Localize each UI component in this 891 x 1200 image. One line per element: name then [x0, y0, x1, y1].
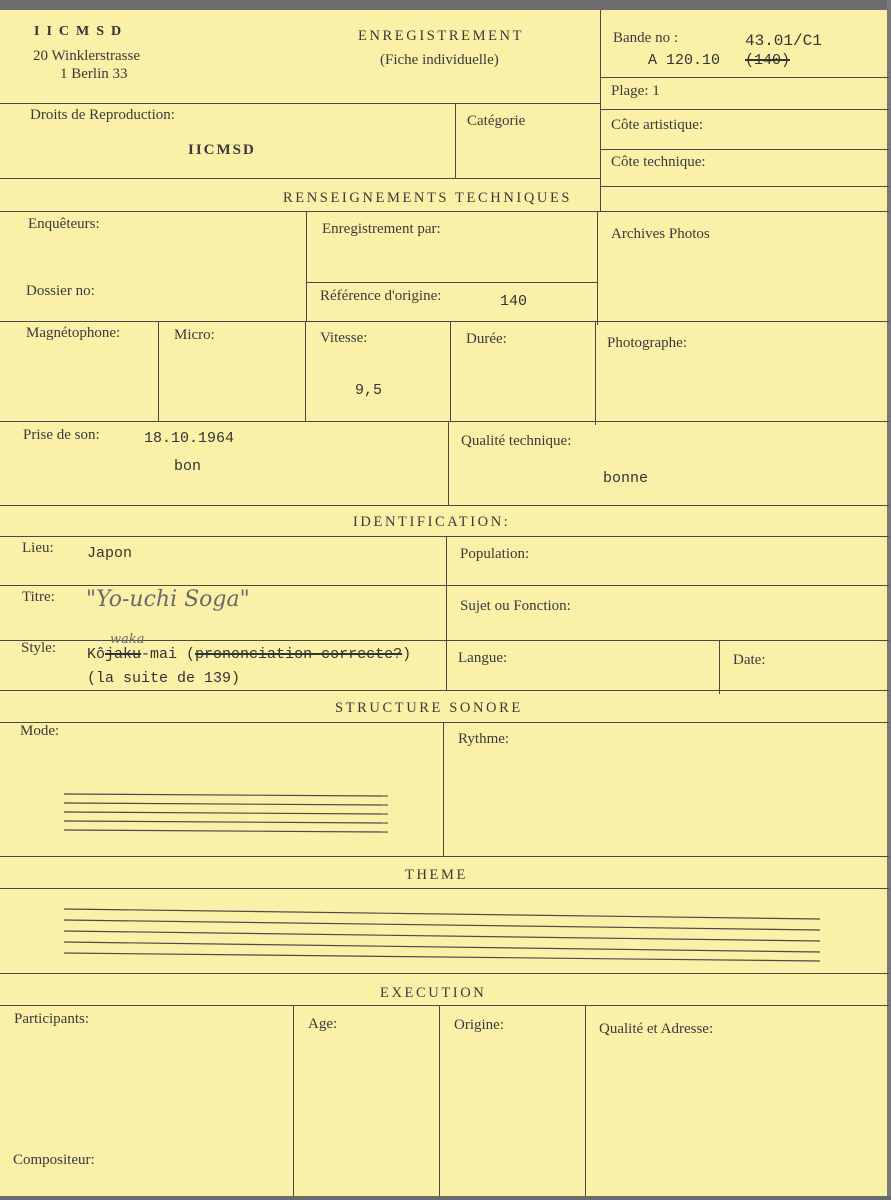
- compositeur-label: Compositeur:: [13, 1152, 95, 1168]
- qualite-adresse-label: Qualité et Adresse:: [599, 1021, 714, 1037]
- scan-border-bottom: [0, 1196, 891, 1200]
- address-line-2: 1 Berlin 33: [60, 66, 128, 82]
- vitesse-label: Vitesse:: [320, 330, 368, 346]
- rule-archives-left: [597, 211, 598, 325]
- rule-style-bottom: [0, 690, 889, 691]
- date-label: Date:: [733, 652, 766, 668]
- titre-label: Titre:: [22, 589, 55, 605]
- rule-structure-bottom: [0, 856, 889, 857]
- institute-logo: IICMSD: [34, 24, 129, 39]
- rule-structure-title-bottom: [0, 722, 889, 723]
- dossier-label: Dossier no:: [26, 283, 95, 299]
- rule-magneto-bottom: [0, 421, 889, 422]
- rule-header-right: [600, 10, 601, 211]
- scan-border-right: [887, 0, 891, 1200]
- identification-title: IDENTIFICATION:: [353, 514, 511, 530]
- style-suffix: ): [402, 646, 412, 663]
- bande-value-2: A 120.10: [648, 52, 721, 69]
- form-title: ENREGISTREMENT: [358, 28, 525, 44]
- prise-de-son-label: Prise de son:: [23, 427, 100, 443]
- address-line-1: 20 Winklerstrasse: [33, 48, 141, 64]
- mode-staff: [60, 790, 392, 838]
- theme-title: THEME: [405, 867, 468, 883]
- renseignements-title: RENSEIGNEMENTS TECHNIQUES: [283, 190, 573, 206]
- prise-value: bon: [174, 458, 202, 475]
- titre-value: "Yo-uchi Soga": [86, 587, 250, 612]
- rule-header-bottom: [0, 103, 600, 104]
- style-label: Style:: [21, 640, 57, 656]
- rule-micro-right: [305, 321, 306, 421]
- participants-label: Participants:: [14, 1011, 89, 1027]
- rule-structure-split: [443, 722, 444, 856]
- lieu-value: Japon: [87, 545, 133, 562]
- cote-technique-label: Côte technique:: [611, 154, 706, 170]
- magnetophone-label: Magnétophone:: [26, 325, 121, 341]
- scan-border-top: [0, 0, 891, 10]
- sujet-label: Sujet ou Fonction:: [460, 598, 571, 614]
- rule-theme-title-bottom: [0, 888, 889, 889]
- rule-origine-right: [585, 1005, 586, 1196]
- archives-photos-label: Archives Photos: [611, 226, 710, 242]
- qualite-technique-label: Qualité technique:: [461, 433, 572, 449]
- rule-bande-bottom: [600, 77, 889, 78]
- rule-age-right: [439, 1005, 440, 1196]
- rule-renseignements-title-bottom: [0, 211, 889, 212]
- mode-label: Mode:: [20, 723, 60, 739]
- style-struck-word: jaku: [105, 646, 142, 663]
- plage-label: Plage: 1: [611, 83, 660, 99]
- duree-label: Durée:: [466, 331, 507, 347]
- rule-prise-bottom: [0, 505, 889, 506]
- execution-title: EXECUTION: [380, 985, 487, 1001]
- rule-prise-right: [448, 421, 449, 505]
- rule-enregistrement-par-bottom: [306, 282, 597, 283]
- enregistrement-par-label: Enregistrement par:: [322, 221, 441, 237]
- rule-categorie-left: [455, 103, 456, 178]
- style-handwritten-insert: waka: [110, 632, 145, 647]
- structure-title: STRUCTURE SONORE: [335, 700, 523, 716]
- style-prefix: Kô: [87, 646, 106, 663]
- rule-execution-title-bottom: [0, 1005, 889, 1006]
- rule-ident-split: [446, 536, 447, 690]
- micro-label: Micro:: [174, 327, 215, 343]
- droits-value: IICMSD: [188, 142, 256, 158]
- rule-magneto-right: [158, 321, 159, 421]
- rule-cote-bottom: [600, 186, 889, 187]
- rythme-label: Rythme:: [458, 731, 510, 747]
- style-value: [87, 646, 411, 663]
- rule-duree-right: [595, 321, 596, 425]
- origine-label: Origine:: [454, 1017, 504, 1033]
- rule-dossier-bottom: [0, 321, 889, 322]
- rule-enqueteurs-right: [306, 211, 307, 321]
- photographe-label: Photographe:: [607, 335, 687, 351]
- prise-date: 18.10.1964: [144, 430, 235, 447]
- enqueteurs-label: Enquêteurs:: [28, 216, 100, 232]
- bande-label: Bande no :: [613, 30, 678, 46]
- rule-vitesse-right: [450, 321, 451, 421]
- vitesse-value: 9,5: [355, 382, 383, 399]
- rule-plage-bottom: [600, 109, 889, 110]
- lieu-label: Lieu:: [22, 540, 54, 556]
- theme-staff: [60, 905, 824, 963]
- cote-artistique-label: Côte artistique:: [611, 117, 704, 133]
- rule-identification-title-bottom: [0, 536, 889, 537]
- bande-value: 43.01/C1: [745, 32, 822, 50]
- rule-theme-bottom: [0, 973, 889, 974]
- style-mid: -mai (: [141, 646, 196, 663]
- rule-date-left: [719, 640, 720, 694]
- age-label: Age:: [308, 1016, 338, 1032]
- style-struck-note: prononciation correcte?: [195, 646, 403, 663]
- droits-label: Droits de Reproduction:: [30, 107, 175, 123]
- qualite-technique-value: bonne: [603, 470, 649, 487]
- population-label: Population:: [460, 546, 530, 562]
- bande-struck-value: (140): [745, 52, 791, 69]
- rule-cote-mid: [600, 149, 889, 150]
- langue-label: Langue:: [458, 650, 508, 666]
- rule-lieu-bottom: [0, 585, 889, 586]
- form-subtitle: (Fiche individuelle): [380, 52, 499, 68]
- categorie-label: Catégorie: [467, 113, 526, 129]
- rule-participants-right: [293, 1005, 294, 1196]
- reference-value: 140: [500, 293, 528, 310]
- reference-label: Référence d'origine:: [320, 288, 442, 304]
- style-continuation: (la suite de 139): [87, 670, 241, 687]
- rule-droits-bottom: [0, 178, 600, 179]
